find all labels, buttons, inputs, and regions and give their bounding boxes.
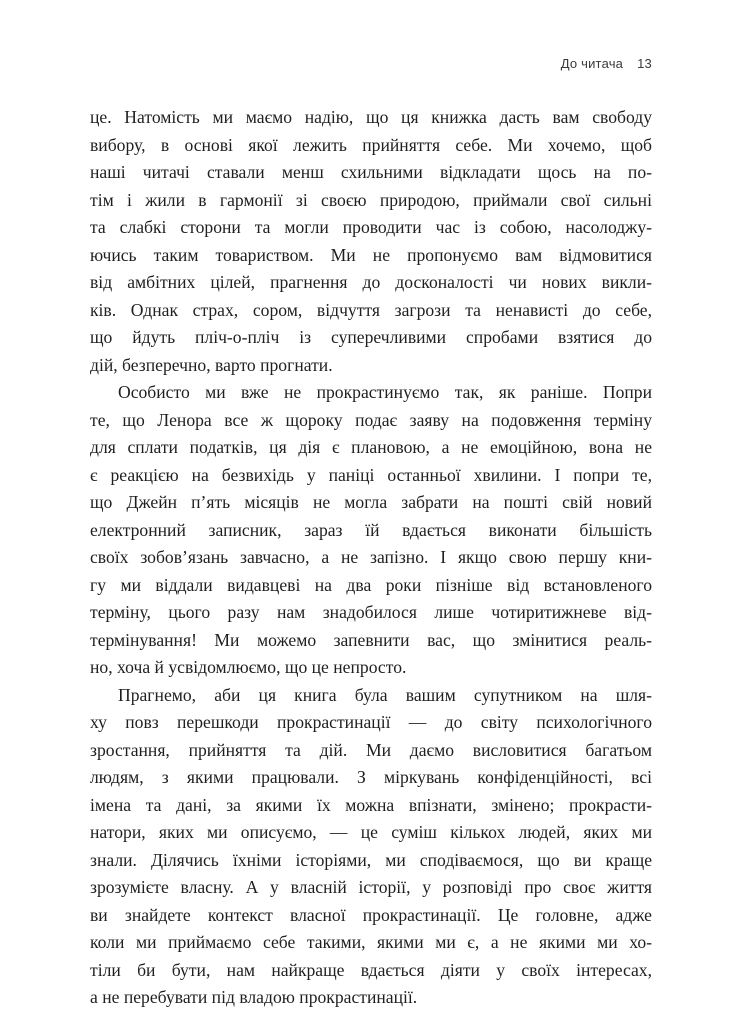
paragraph: [90, 682, 652, 1012]
text-line: Особисто ми вже не прокрастинуємо так, як раніше. Попри: [118, 382, 652, 402]
text-line: тім і жили в гармонії зі своєю природою, приймали свої сильні: [90, 189, 652, 210]
text-line: зрозумієте власну. А у власній історії, у розповіді про своє життя: [90, 877, 652, 897]
text-line: термінування! Ми можемо запевнити вас, що змінитися реаль-: [90, 629, 652, 650]
running-header: [561, 56, 652, 71]
text-line: терміну, цього разу нам знадобилося лише чотиритижневе від-: [90, 602, 652, 622]
text-line: вибору, в основі якої лежить прийняття себе. Ми хочемо, щоб: [90, 134, 652, 155]
text-line: ків. Однак страх, сором, відчуття загрози та ненависті до себе,: [90, 299, 652, 320]
paragraph: [90, 104, 652, 379]
text-line: дій, безперечно, варто прогнати.: [90, 354, 333, 375]
chapter-title: До читача: [560, 56, 624, 71]
text-line: є реакцією на безвихідь у паніці останньої хвилини. І попри те,: [90, 464, 652, 485]
page-body: [90, 104, 652, 1012]
text-line: це. Натомість ми маємо надію, що ця книжка дасть вам свободу: [90, 107, 652, 127]
text-line: людям, з якими працювали. З міркувань конфіденційності, всі: [90, 767, 652, 787]
text-line: но, хоча й усвідомлюємо, що це непросто.: [90, 657, 407, 677]
page-number: 13: [637, 56, 652, 71]
text-line: імена та дані, за якими їх можна впізнати, змінено; прокрасти-: [90, 794, 652, 815]
text-line: що Джейн п’ять місяців не могла забрати на пошті свій новий: [90, 492, 652, 512]
text-line: ви знайдете контекст власної прокрастинації. Це головне, адже: [90, 904, 652, 925]
text-line: ху повз перешкоди прокрастинації — до світу психологічного: [90, 712, 652, 732]
text-line: ючись таким товариством. Ми не пропонуємо вам відмовитися: [90, 244, 652, 265]
text-line: знали. Ділячись їхніми історіями, ми сподіваємося, що ви краще: [90, 849, 652, 870]
text-line: Прагнемо, аби ця книга була вашим супутником на шля-: [118, 684, 652, 705]
text-line: своїх зобов’язань завчасно, а не запізно. І якщо свою першу кни-: [90, 547, 652, 567]
text-line: а не перебувати під владою прокрастинації.: [90, 987, 418, 1007]
text-line: від амбітних цілей, прагнення до досконалості чи нових викли-: [90, 272, 652, 292]
text-line: наші читачі ставали менш схильними відкладати щось на по-: [90, 162, 652, 182]
text-line: те, що Ленора все ж щороку подає заяву на подовження терміну: [90, 409, 652, 430]
paragraph: [90, 379, 652, 682]
text-line: електронний записник, зараз їй вдається виконати більшість: [90, 519, 652, 540]
text-line: коли ми приймаємо себе такими, якими ми є, а не якими ми хо-: [90, 932, 652, 952]
text-line: для сплати податків, ця дія є плановою, а не емоційною, вона не: [90, 437, 652, 457]
text-line: та слабкі сторони та могли проводити час із собою, насолоджу-: [90, 217, 652, 237]
text-line: тіли би бути, нам найкраще вдається діяти у своїх інтересах,: [90, 959, 652, 980]
text-line: гу ми віддали видавцеві на два роки пізніше від встановленого: [90, 574, 652, 595]
text-line: що йдуть пліч-о-пліч із суперечливими спробами взятися до: [90, 327, 652, 347]
text-line: натори, яких ми описуємо, — це суміш кількох людей, яких ми: [90, 822, 652, 842]
text-line: зростання, прийняття та дій. Ми даємо висловитися багатьом: [90, 739, 652, 760]
